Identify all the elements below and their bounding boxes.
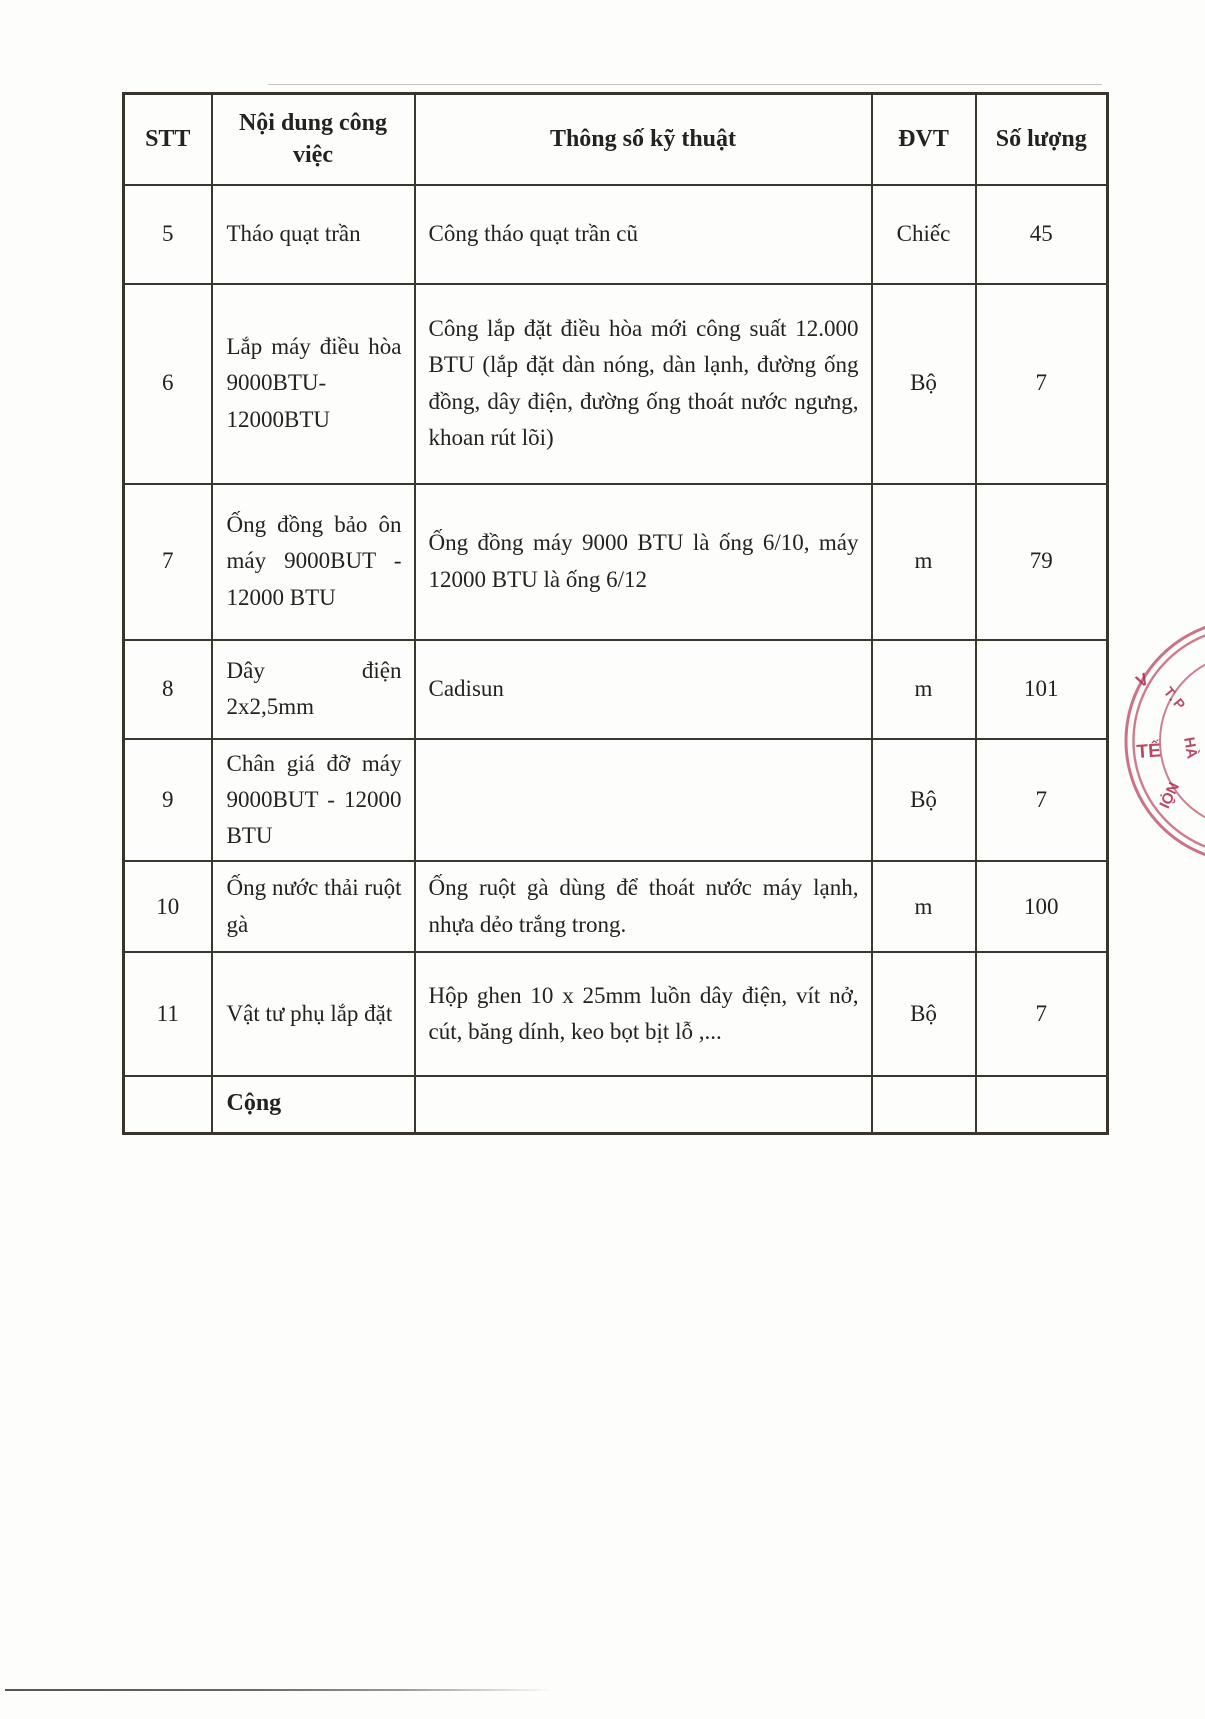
table-row <box>124 640 1108 739</box>
cell-unit <box>872 1076 976 1133</box>
cell-spec: Công lắp đặt điều hòa mới công suất 12.000 BTU (lắp đặt dàn nóng, dàn lạnh, đường ống đồng, dây điện, đường ống thoát nước ngưng, khoan rút lõi) <box>415 284 872 484</box>
header-unit: ĐVT <box>872 94 976 185</box>
cell-spec <box>415 1076 872 1133</box>
cell-stt: 11 <box>124 952 212 1076</box>
cell-content: Chân giá đỡ máy 9000BUT - 12000 BTU <box>212 739 415 862</box>
cell-stt <box>124 1076 212 1133</box>
cell-spec: Ống đồng máy 9000 BTU là ống 6/10, máy 12000 BTU là ống 6/12 <box>415 484 872 640</box>
cell-qty: 7 <box>976 952 1108 1076</box>
stamp-text <box>1133 669 1201 811</box>
cell-spec: Hộp ghen 10 x 25mm luồn dây điện, vít nở, cút, băng dính, keo bọt bịt lỗ ,... <box>415 952 872 1076</box>
cell-stt: 9 <box>124 739 212 862</box>
stamp-letter-noi: NỘI <box>1155 779 1182 811</box>
cell-unit: Bộ <box>872 952 976 1076</box>
cell-spec <box>415 739 872 862</box>
cell-qty: 101 <box>976 640 1108 739</box>
cell-content: Ống nước thải ruột gà <box>212 861 415 952</box>
table-row <box>124 484 1108 640</box>
cell-qty: 79 <box>976 484 1108 640</box>
cell-unit: Bộ <box>872 284 976 484</box>
stamp-letter-te: TẾ <box>1135 740 1162 763</box>
table-row <box>124 861 1108 952</box>
cell-stt: 5 <box>124 185 212 284</box>
cell-unit: Chiếc <box>872 185 976 284</box>
cell-stt: 7 <box>124 484 212 640</box>
red-stamp-partial <box>1098 612 1205 864</box>
header-qty: Số lượng <box>976 94 1108 185</box>
cell-content: Tháo quạt trần <box>212 185 415 284</box>
cell-spec: Công tháo quạt trần cũ <box>415 185 872 284</box>
scan-echo-line <box>268 84 1102 85</box>
cell-content: Vật tư phụ lắp đặt <box>212 952 415 1076</box>
cell-spec: Cadisun <box>415 640 872 739</box>
table-header <box>124 94 1108 185</box>
scan-artifact-line <box>5 1689 553 1691</box>
cell-content: Lắp máy điều hòa 9000BTU-12000BTU <box>212 284 415 484</box>
cell-qty <box>976 1076 1108 1133</box>
table-row <box>124 284 1108 484</box>
cell-unit: m <box>872 640 976 739</box>
cell-qty: 7 <box>976 739 1108 862</box>
table-header-row <box>124 94 1108 185</box>
table-row <box>124 739 1108 862</box>
work-items-table <box>122 92 1109 1135</box>
stamp-letter-v: V <box>1132 669 1152 692</box>
cell-spec: Ống ruột gà dùng để thoát nước máy lạnh, nhựa dẻo trắng trong. <box>415 861 872 952</box>
cell-content: Dây điện 2x2,5mm <box>212 640 415 739</box>
cell-stt: 10 <box>124 861 212 952</box>
cell-unit: m <box>872 861 976 952</box>
table-row <box>124 185 1108 284</box>
header-content: Nội dung công việc <box>212 94 415 185</box>
cell-unit: m <box>872 484 976 640</box>
cell-stt: 8 <box>124 640 212 739</box>
work-table-body <box>124 185 1108 1134</box>
cell-qty: 45 <box>976 185 1108 284</box>
cell-qty: 100 <box>976 861 1108 952</box>
table-row <box>124 1076 1108 1133</box>
table-row <box>124 952 1108 1076</box>
cell-content: Ống đồng bảo ôn máy 9000BUT - 12000 BTU <box>212 484 415 640</box>
stamp-letter-tp: T.P <box>1160 683 1190 715</box>
stamp-letter-ha: HÀ <box>1180 735 1201 761</box>
cell-stt: 6 <box>124 284 212 484</box>
header-spec: Thông số kỹ thuật <box>415 94 872 185</box>
cell-content: Cộng <box>212 1076 415 1133</box>
cell-qty: 7 <box>976 284 1108 484</box>
cell-unit: Bộ <box>872 739 976 862</box>
header-stt: STT <box>124 94 212 185</box>
